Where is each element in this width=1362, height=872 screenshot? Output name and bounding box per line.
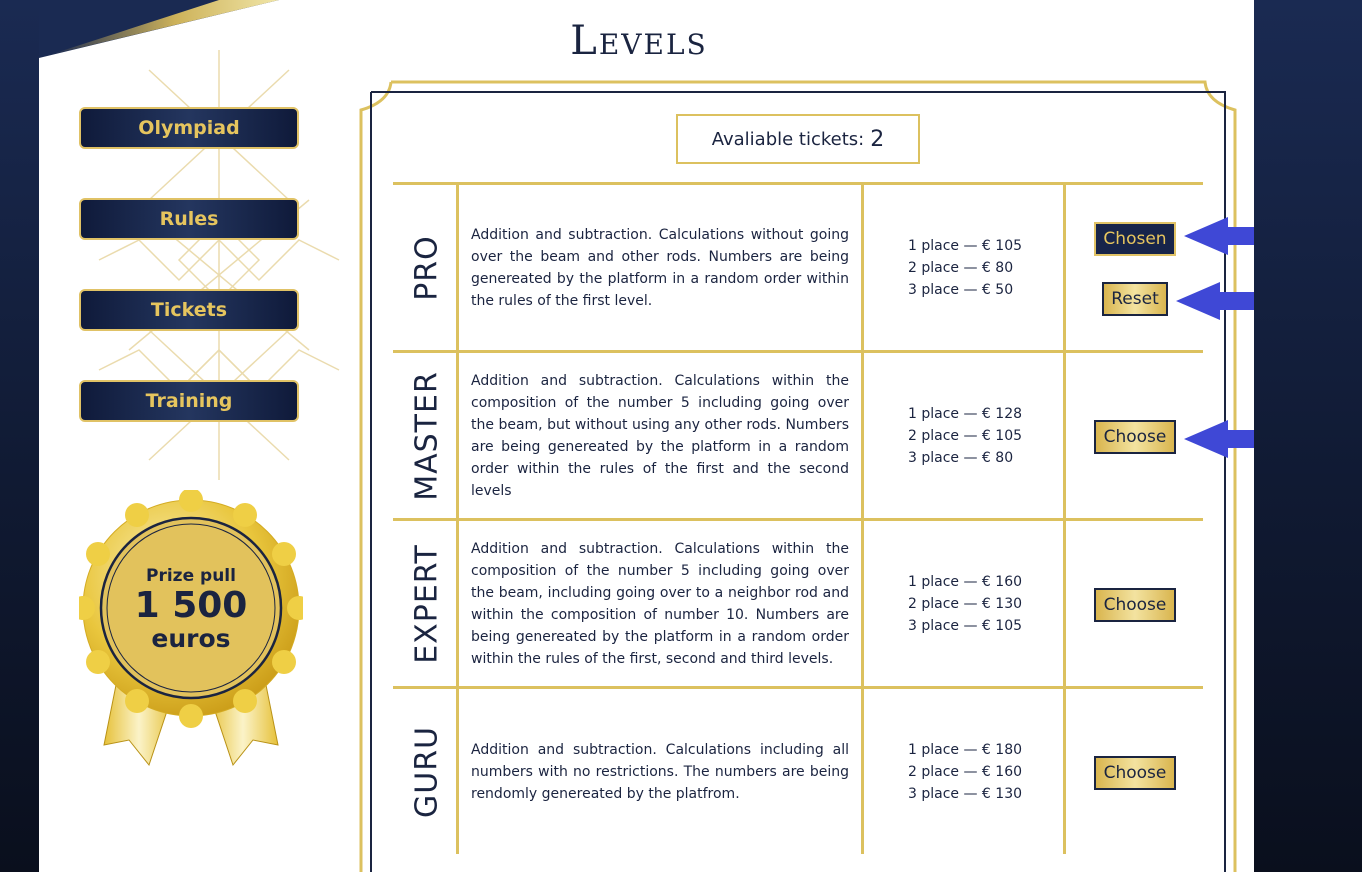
page-title: Levels: [570, 18, 708, 64]
page: [39, 0, 1254, 872]
nav-tickets-button[interactable]: Tickets: [79, 289, 299, 331]
level-name: MASTER: [409, 370, 445, 501]
prize-2: 2 place — € 105: [908, 427, 1023, 444]
prize-2: 2 place — € 130: [908, 595, 1023, 612]
level-description: Addition and subtraction. Calculations within the composition of the number 5 including going over the beam, including going over to a neighbor rod and within the composition of number 10. Numbers are being genereated by the platform in a random order within the rules of the first, second and third levels.: [471, 540, 849, 667]
level-prizes: [908, 403, 1022, 469]
level-description: Addition and subtraction. Calculations within the composition of the number 5 including going over the beam, but without using any other rods. Numbers are being genereated by the platform in a random order within the rules of the first and the second levels: [471, 372, 849, 499]
prize-3: 3 place — € 105: [908, 617, 1023, 634]
nav-olympiad-button[interactable]: Olympiad: [79, 107, 299, 149]
level-row-guru: [393, 686, 1203, 854]
level-name: GURU: [409, 725, 445, 818]
prize-pool-text: [79, 560, 303, 652]
prize-1: 1 place — € 180: [908, 741, 1023, 758]
prize-1: 1 place — € 160: [908, 573, 1023, 590]
level-row-master: [393, 350, 1203, 518]
level-prizes: [908, 235, 1022, 301]
chosen-button[interactable]: Chosen: [1094, 222, 1176, 256]
choose-master-button[interactable]: Choose: [1094, 420, 1176, 454]
prize-2: 2 place — € 80: [908, 259, 1014, 276]
reset-button[interactable]: Reset: [1102, 282, 1168, 316]
prize-2: 2 place — € 160: [908, 763, 1023, 780]
prize-3: 3 place — € 50: [908, 281, 1014, 298]
nav-training-button[interactable]: Training: [79, 380, 299, 422]
level-name: PRO: [409, 234, 445, 301]
prize-pool-amount: 1 500: [134, 585, 248, 626]
nav-rules-button[interactable]: Rules: [79, 198, 299, 240]
level-row-expert: [393, 518, 1203, 686]
prize-3: 3 place — € 80: [908, 449, 1014, 466]
left-arrow-icon: [1184, 420, 1254, 458]
tickets-label: Avaliable tickets:: [711, 128, 865, 150]
tickets-count: 2: [870, 126, 885, 152]
choose-guru-button[interactable]: Choose: [1094, 756, 1176, 790]
level-prizes: [908, 739, 1022, 805]
left-arrow-icon: [1176, 282, 1254, 320]
level-prizes: [908, 571, 1022, 637]
level-description: Addition and subtraction. Calculations without going over the beam and other rods. Numbers are being genereated by the platform in a random order within the rules of the first level.: [471, 226, 849, 309]
choose-expert-button[interactable]: Choose: [1094, 588, 1176, 622]
prize-1: 1 place — € 105: [908, 237, 1023, 254]
prize-1: 1 place — € 128: [908, 405, 1023, 422]
prize-pool-label: Prize pull: [146, 566, 236, 586]
level-row-pro: [393, 182, 1203, 350]
available-tickets: [676, 114, 920, 164]
level-name: EXPERT: [409, 543, 445, 664]
level-description: Addition and subtraction. Calculations including all numbers with no restrictions. The numbers are being rendomly genereated by the platfrom.: [471, 741, 849, 802]
left-arrow-icon: [1184, 217, 1254, 255]
prize-3: 3 place — € 130: [908, 785, 1023, 802]
prize-pool-unit: euros: [151, 624, 231, 653]
